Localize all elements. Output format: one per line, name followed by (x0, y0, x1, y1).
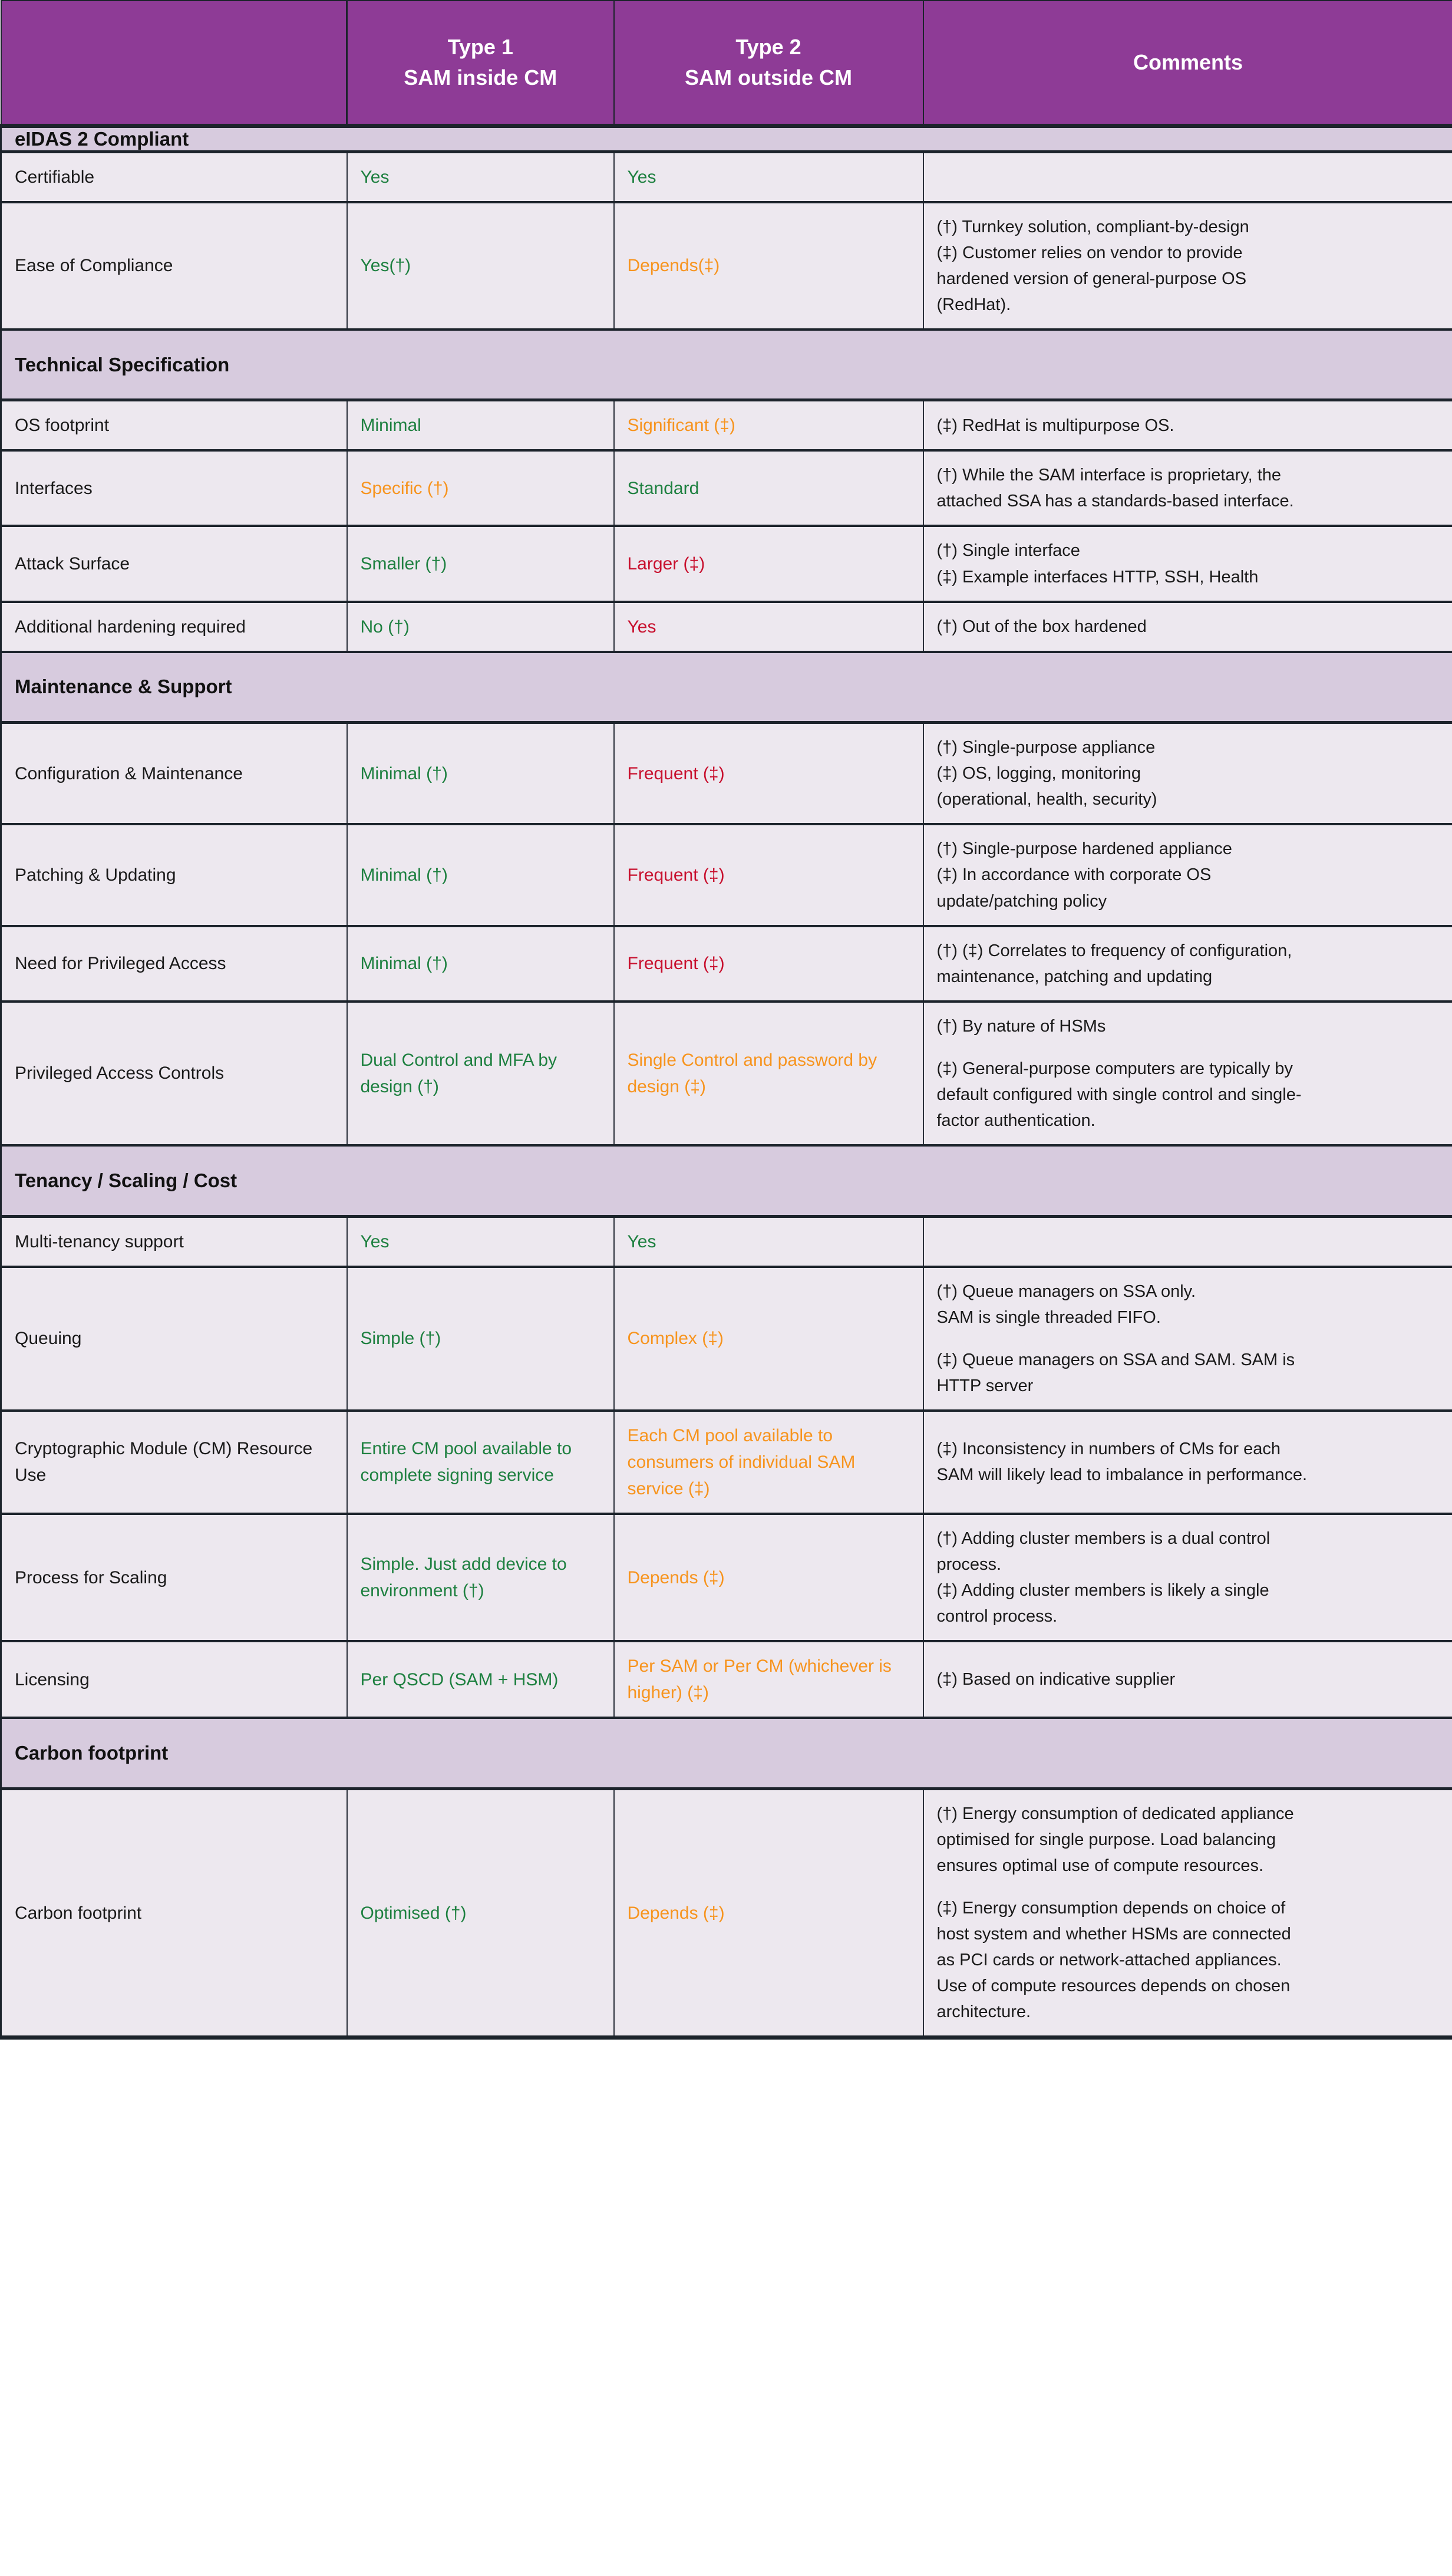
table-body (1, 126, 1452, 2038)
header-cell-comments: Comments (923, 1, 1452, 126)
feature-label: Multi-tenancy support (1, 1216, 347, 1267)
comment-spacer (937, 1879, 1440, 1895)
type2-value: Each CM pool available to consumers of individual SAM service (‡) (614, 1411, 923, 1514)
table-header (1, 1, 1452, 126)
type1-value: Yes(†) (347, 202, 614, 330)
section-header-row (1, 652, 1452, 723)
type1-value: Dual Control and MFA by design (†) (347, 1002, 614, 1145)
feature-label: OS footprint (1, 400, 347, 451)
comment-line: (†) Energy consumption of dedicated appliance (936, 1804, 1294, 1823)
type1-value: Minimal (†) (347, 824, 614, 925)
header-type2-line2: SAM outside CM (685, 65, 852, 90)
comment-line: SAM is single threaded FIFO. (936, 1307, 1161, 1327)
comment-line: (†) Single interface (936, 541, 1080, 561)
comment-line: (†) While the SAM interface is proprietary, the (936, 466, 1282, 485)
comment-spacer (937, 1330, 1440, 1347)
table-row (1, 824, 1452, 925)
comments-cell (923, 400, 1452, 451)
comment-line: HTTP server (936, 1376, 1034, 1395)
type2-value: Significant (‡) (614, 400, 923, 451)
comment-line: (‡) In accordance with corporate OS (936, 865, 1212, 885)
type1-value: Smaller (†) (347, 526, 614, 601)
comment-line: (†) By nature of HSMs (936, 1016, 1106, 1036)
feature-label: Patching & Updating (1, 824, 347, 925)
comments-cell (923, 723, 1452, 825)
comments-cell (923, 1002, 1452, 1145)
section-title: Tenancy / Scaling / Cost (1, 1145, 1452, 1216)
section-title: Maintenance & Support (1, 652, 1452, 723)
type2-value: Single Control and password by design (‡) (614, 1002, 923, 1145)
header-row (1, 1, 1452, 126)
type1-value: Simple. Just add device to environment (†) (347, 1514, 614, 1641)
comments-cell (923, 1514, 1452, 1641)
section-header-row (1, 1145, 1452, 1216)
table-row (1, 151, 1452, 202)
feature-label: Ease of Compliance (1, 202, 347, 330)
type2-value: Complex (‡) (614, 1267, 923, 1411)
table-row (1, 926, 1452, 1002)
type1-value: Simple (†) (347, 1267, 614, 1411)
section-title: eIDAS 2 Compliant (1, 126, 1452, 151)
type2-value: Per SAM or Per CM (whichever is higher) (‡) (614, 1641, 923, 1718)
feature-label: Additional hardening required (1, 602, 347, 652)
header-cell-type1 (347, 1, 614, 126)
table-row (1, 1002, 1452, 1145)
comment-line: (‡) RedHat is multipurpose OS. (936, 416, 1174, 435)
table-row (1, 1267, 1452, 1411)
header-type1-line1: Type 1 (447, 34, 513, 59)
type1-value: Minimal (347, 400, 614, 451)
type1-value: Optimised (†) (347, 1788, 614, 2038)
comment-line: SAM will likely lead to imbalance in performance. (936, 1465, 1308, 1485)
feature-label: Cryptographic Module (CM) Resource Use (1, 1411, 347, 1514)
comments-cell (923, 151, 1452, 202)
type1-value: Yes (347, 151, 614, 202)
comments-cell (923, 1411, 1452, 1514)
comments-cell (923, 824, 1452, 925)
comment-line: attached SSA has a standards-based interface. (936, 492, 1294, 511)
type2-value: Larger (‡) (614, 526, 923, 601)
type2-value: Depends(‡) (614, 202, 923, 330)
table-row (1, 526, 1452, 601)
comments-cell (923, 1216, 1452, 1267)
comments-cell (923, 202, 1452, 330)
comment-line: (‡) OS, logging, monitoring (936, 764, 1141, 783)
comment-line: hardened version of general-purpose OS (936, 269, 1247, 288)
type2-value: Depends (‡) (614, 1788, 923, 2038)
table-row (1, 1788, 1452, 2038)
type1-value: Minimal (†) (347, 926, 614, 1002)
type2-value: Standard (614, 450, 923, 526)
section-header-row (1, 1718, 1452, 1788)
type1-value: Minimal (†) (347, 723, 614, 825)
feature-label: Queuing (1, 1267, 347, 1411)
section-header-row (1, 126, 1452, 151)
comments-cell (923, 602, 1452, 652)
type1-value: Per QSCD (SAM + HSM) (347, 1641, 614, 1718)
type2-value: Yes (614, 602, 923, 652)
table-row (1, 450, 1452, 526)
comment-spacer (937, 1039, 1440, 1056)
comment-line: as PCI cards or network-attached appliances. (936, 1951, 1282, 1970)
table-row (1, 1411, 1452, 1514)
comment-line: architecture. (936, 2002, 1031, 2022)
comment-line: process. (936, 1554, 1002, 1574)
table-row (1, 1514, 1452, 1641)
table-row (1, 723, 1452, 825)
type2-value: Frequent (‡) (614, 926, 923, 1002)
feature-label: Carbon footprint (1, 1788, 347, 2038)
feature-label: Licensing (1, 1641, 347, 1718)
feature-label: Configuration & Maintenance (1, 723, 347, 825)
comments-cell (923, 526, 1452, 601)
comment-line: host system and whether HSMs are connected (936, 1925, 1291, 1943)
comment-line: (RedHat). (936, 295, 1011, 314)
comment-line: (†) Turnkey solution, compliant-by-design (936, 217, 1249, 236)
feature-label: Attack Surface (1, 526, 347, 601)
header-type2-line1: Type 2 (735, 34, 801, 59)
feature-label: Process for Scaling (1, 1514, 347, 1641)
comment-line: (†) Out of the box hardened (936, 617, 1147, 637)
comment-line: (†) Single-purpose hardened appliance (936, 839, 1232, 859)
table-row (1, 1641, 1452, 1718)
comment-line: (†) (‡) Correlates to frequency of configuration, (936, 941, 1292, 960)
comment-line: maintenance, patching and updating (936, 967, 1213, 986)
comment-line: factor authentication. (936, 1111, 1095, 1130)
comment-line: (†) Single-purpose appliance (936, 738, 1156, 757)
comment-line: (‡) Energy consumption depends on choice of (936, 1898, 1286, 1918)
feature-label: Interfaces (1, 450, 347, 526)
comment-line: default configured with single control and single- (936, 1085, 1302, 1104)
comment-line: optimised for single purpose. Load balancing (936, 1830, 1276, 1849)
header-cell-feature (1, 1, 347, 126)
comment-line: control process. (936, 1607, 1058, 1626)
type2-value: Yes (614, 1216, 923, 1267)
comment-line: (operational, health, security) (936, 790, 1157, 809)
feature-label: Privileged Access Controls (1, 1002, 347, 1145)
comment-line: Use of compute resources depends on chosen (936, 1977, 1291, 1996)
comment-line: (‡) Customer relies on vendor to provide (936, 243, 1243, 262)
type2-value: Yes (614, 151, 923, 202)
comment-line: (‡) General-purpose computers are typically by (936, 1059, 1293, 1078)
comments-cell (923, 926, 1452, 1002)
table-row (1, 1216, 1452, 1267)
comment-line: (‡) Adding cluster members is likely a single (936, 1581, 1269, 1600)
type2-value: Depends (‡) (614, 1514, 923, 1641)
table-row (1, 202, 1452, 330)
comment-line: (‡) Based on indicative supplier (936, 1670, 1176, 1689)
comments-cell (923, 1641, 1452, 1718)
type1-value: Specific (†) (347, 450, 614, 526)
feature-label: Need for Privileged Access (1, 926, 347, 1002)
comment-line: (‡) Queue managers on SSA and SAM. SAM is (936, 1350, 1295, 1369)
comment-line: (†) Adding cluster members is a dual control (936, 1529, 1270, 1548)
comment-line: (‡) Example interfaces HTTP, SSH, Health (936, 567, 1259, 587)
type1-value: Yes (347, 1216, 614, 1267)
comments-cell (923, 450, 1452, 526)
comments-cell (923, 1788, 1452, 2038)
header-type1-line2: SAM inside CM (404, 65, 557, 90)
section-title: Carbon footprint (1, 1718, 1452, 1788)
comment-line: update/patching policy (936, 891, 1107, 911)
table-row (1, 400, 1452, 451)
section-header-row (1, 330, 1452, 400)
comment-line: (‡) Inconsistency in numbers of CMs for each (936, 1439, 1281, 1459)
table-row (1, 602, 1452, 652)
type2-value: Frequent (‡) (614, 824, 923, 925)
type1-value: Entire CM pool available to complete signing service (347, 1411, 614, 1514)
comments-cell (923, 1267, 1452, 1411)
comment-line: ensures optimal use of compute resources. (936, 1856, 1263, 1875)
header-cell-type2 (614, 1, 923, 126)
type1-value: No (†) (347, 602, 614, 652)
section-title: Technical Specification (1, 330, 1452, 400)
type2-value: Frequent (‡) (614, 723, 923, 825)
comment-line: (†) Queue managers on SSA only. (936, 1282, 1196, 1301)
feature-label: Certifiable (1, 151, 347, 202)
